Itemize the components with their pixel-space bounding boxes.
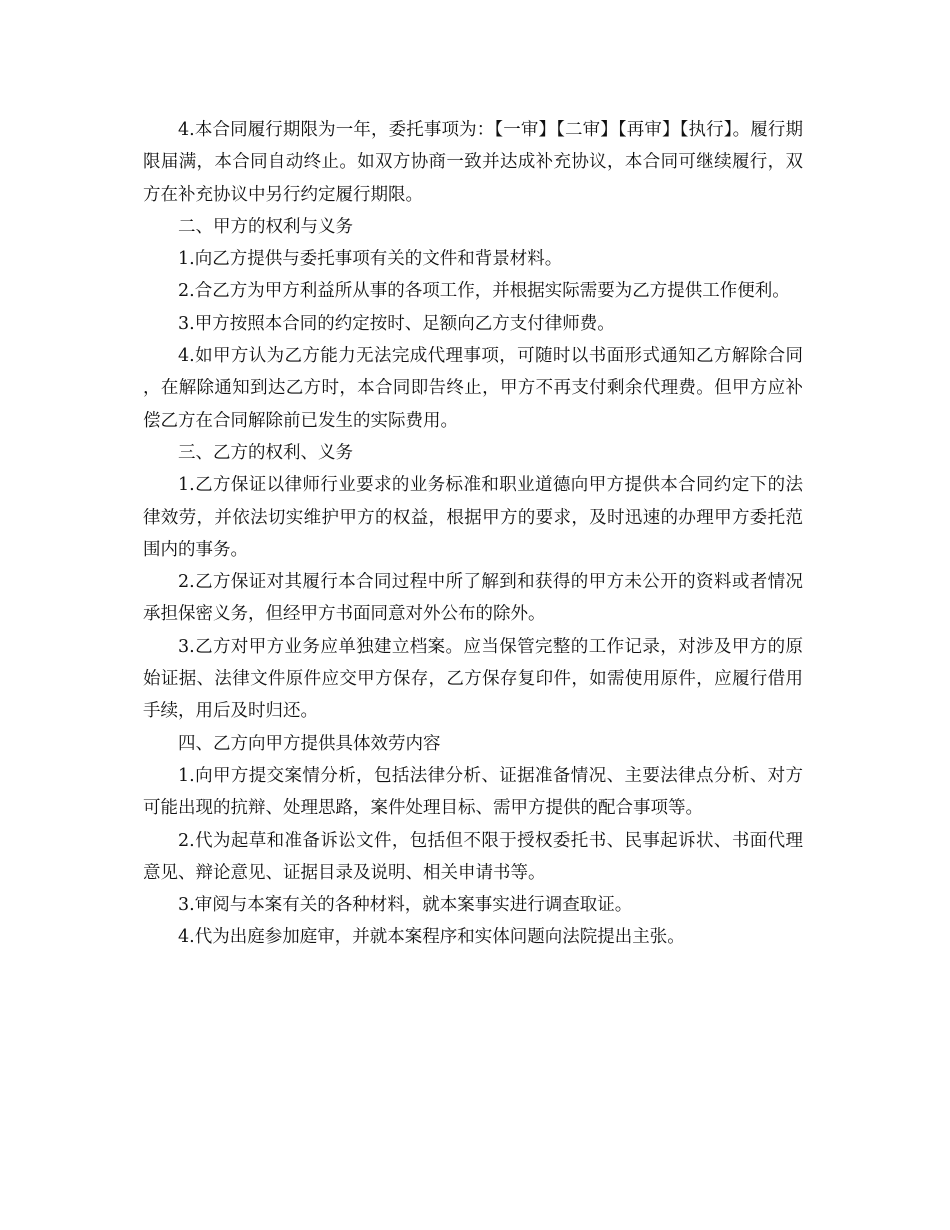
clause-s1-case-analysis: 1.向甲方提交案情分析，包括法律分析、证据准备情况、主要法律点分析、对方可能出现的抗辩、处理思路，案件处理目标、需甲方提供的配合事项等。 <box>143 765 803 819</box>
clause-a3-pay-fees: 3.甲方按照本合同的约定按时、足额向乙方支付律师费。 <box>178 313 615 334</box>
clause-s3-review-materials: 3.审阅与本案有关的各种材料，就本案事实进行调查取证。 <box>178 895 633 916</box>
section-heading-party-b-rights: 三、乙方的权利、义务 <box>178 442 353 463</box>
clause-b2-confidentiality: 2.乙方保证对其履行本合同过程中所了解到和获得的甲方未公开的资料或者情况承担保密义务，但经甲方书面同意对外公布的除外。 <box>143 572 803 625</box>
clause-b3-records: 3.乙方对甲方业务应单独建立档案。应当保管完整的工作记录，对涉及甲方的原始证据、法律文件原件应交甲方保存，乙方保存复印件，如需使用原件，应履行借用手续，用后及时归还。 <box>143 636 803 722</box>
clause-b1-service-standard: 1.乙方保证以律师行业要求的业务标准和职业道德向甲方提供本合同约定下的法律效劳，并依法切实维护甲方的权益，根据甲方的要求，及时迅速的办理甲方委托范围内的事务。 <box>143 475 803 560</box>
section-heading-service-content: 四、乙方向甲方提供具体效劳内容 <box>178 733 441 754</box>
document-page <box>143 114 803 954</box>
clause-s4-court-appearance: 4.代为出庭参加庭审，并就本案程序和实体问题向法院提出主张。 <box>178 927 685 948</box>
clause-term-of-performance: 4.本合同履行期限为一年，委托事项为：【一审】【二审】【再审】【执行】。履行期限届满，本合同自动终止。如双方协商一致并达成补充协议，本合同可继续履行，双方在补充协议中另行约定履行期限。 <box>143 120 803 205</box>
clause-a2-facilitate-work: 2.合乙方为甲方利益所从事的各项工作，并根据实际需要为乙方提供工作便利。 <box>178 281 790 302</box>
clause-s2-litigation-documents: 2.代为起草和准备诉讼文件，包括但不限于授权委托书、民事起诉状、书面代理意见、辩论意见、证据目录及说明、相关申请书等。 <box>143 830 803 883</box>
clause-a4-termination: 4.如甲方认为乙方能力无法完成代理事项，可随时以书面形式通知乙方解除合同，在解除通知到达乙方时，本合同即告终止，甲方不再支付剩余代理费。但甲方应补偿乙方在合同解除前已发生的实际费用。 <box>143 346 803 431</box>
section-heading-party-a-rights: 二、甲方的权利与义务 <box>178 216 353 237</box>
clause-a1-provide-materials: 1.向乙方提供与委托事项有关的文件和背景材料。 <box>178 249 563 270</box>
